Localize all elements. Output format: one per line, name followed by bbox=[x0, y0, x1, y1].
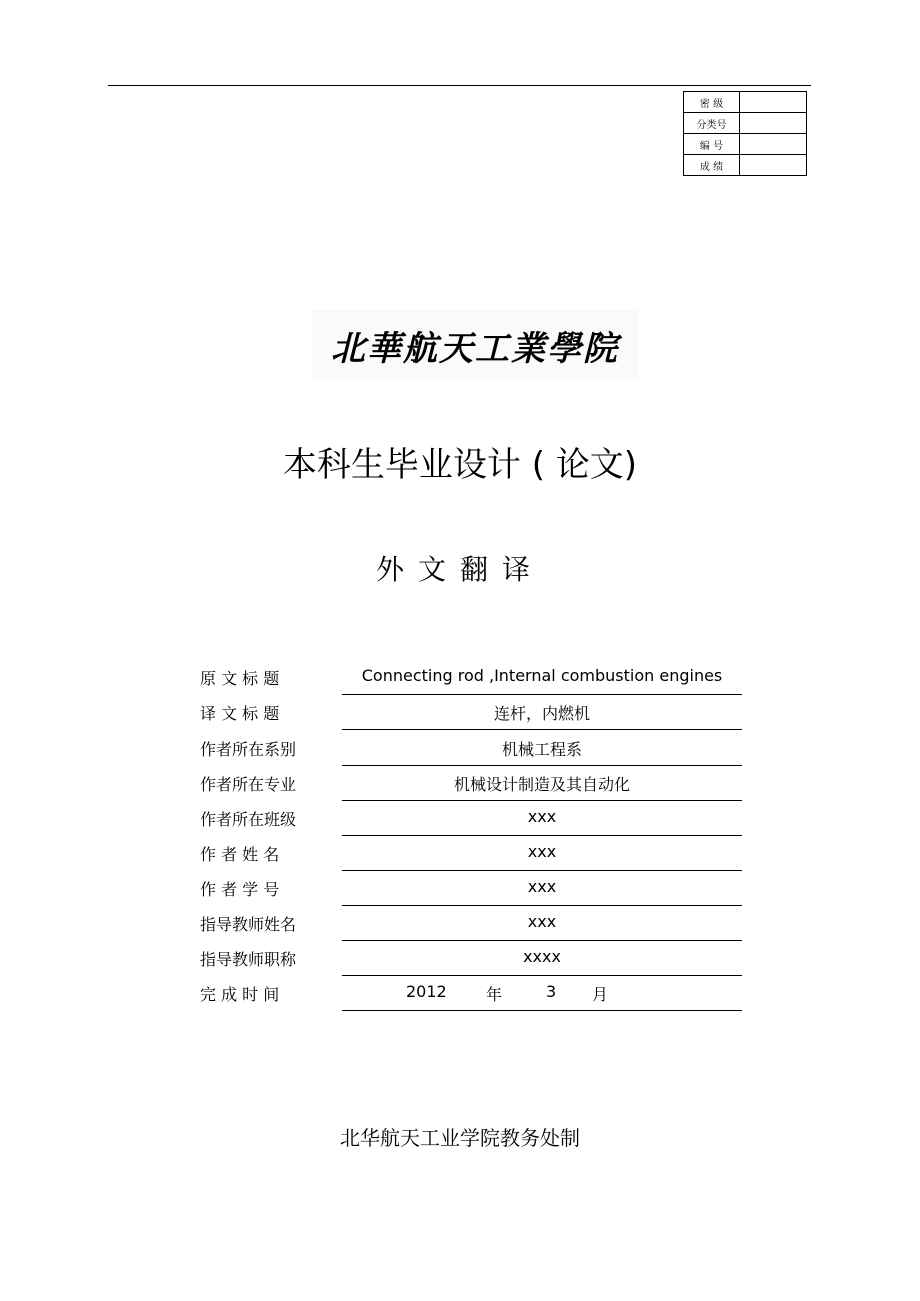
meta-value bbox=[740, 113, 807, 134]
info-row bbox=[200, 836, 742, 871]
page-subtitle: 外文翻译 bbox=[375, 553, 544, 586]
meta-label: 编 号 bbox=[684, 134, 740, 155]
year-unit: 年 bbox=[486, 985, 503, 1004]
meta-row-secret bbox=[684, 92, 807, 113]
info-label: 指导教师职称 bbox=[200, 950, 297, 969]
meta-value bbox=[740, 92, 807, 113]
meta-value bbox=[740, 134, 807, 155]
top-rule bbox=[108, 85, 811, 86]
page-title: 本科生毕业设计 ( 论文) bbox=[282, 445, 638, 485]
info-label: 译 文 标 题 bbox=[200, 704, 280, 723]
meta-value bbox=[740, 155, 807, 176]
meta-label: 成 绩 bbox=[684, 155, 740, 176]
university-logo: 北華航天工業學院 bbox=[312, 310, 638, 380]
info-label: 作 者 学 号 bbox=[200, 880, 280, 899]
info-label: 作者所在班级 bbox=[200, 810, 297, 829]
meta-label: 密 级 bbox=[684, 92, 740, 113]
completion-month: 3 bbox=[546, 982, 557, 1001]
info-label: 指导教师姓名 bbox=[200, 915, 297, 934]
info-value: xxx bbox=[527, 842, 557, 861]
info-value: xxx bbox=[527, 912, 557, 931]
completion-year: 2012 bbox=[406, 982, 447, 1001]
info-row bbox=[200, 906, 742, 941]
underline bbox=[342, 729, 742, 730]
month-unit: 月 bbox=[592, 985, 609, 1004]
info-value: 机械设计制造及其自动化 bbox=[453, 775, 630, 794]
info-value: 机械工程系 bbox=[501, 740, 582, 759]
info-row bbox=[200, 801, 742, 836]
meta-row-classification bbox=[684, 113, 807, 134]
info-row bbox=[200, 941, 742, 976]
info-label: 作者所在系别 bbox=[200, 740, 297, 759]
underline bbox=[342, 1010, 742, 1011]
info-label: 作 者 姓 名 bbox=[200, 845, 280, 864]
info-row bbox=[200, 731, 742, 766]
info-value: Connecting rod ,Internal combustion engines bbox=[361, 666, 723, 685]
info-label: 原 文 标 题 bbox=[200, 669, 280, 688]
info-row bbox=[200, 871, 742, 906]
info-value: 连杆，内燃机 bbox=[493, 704, 590, 723]
meta-label: 分类号 bbox=[684, 113, 740, 134]
info-value: xxx bbox=[527, 807, 557, 826]
meta-row-number bbox=[684, 134, 807, 155]
info-value: xxxx bbox=[523, 947, 561, 966]
meta-row-grade bbox=[684, 155, 807, 176]
info-row bbox=[200, 695, 742, 730]
info-value: xxx bbox=[527, 877, 557, 896]
info-row bbox=[200, 660, 742, 695]
completion-row bbox=[200, 976, 742, 1011]
info-row bbox=[200, 766, 742, 801]
footer-text: 北华航天工业学院教务处制 bbox=[340, 1126, 580, 1150]
info-label: 作者所在专业 bbox=[200, 775, 297, 794]
info-label: 完 成 时 间 bbox=[200, 985, 280, 1004]
confidentiality-table bbox=[683, 91, 807, 176]
